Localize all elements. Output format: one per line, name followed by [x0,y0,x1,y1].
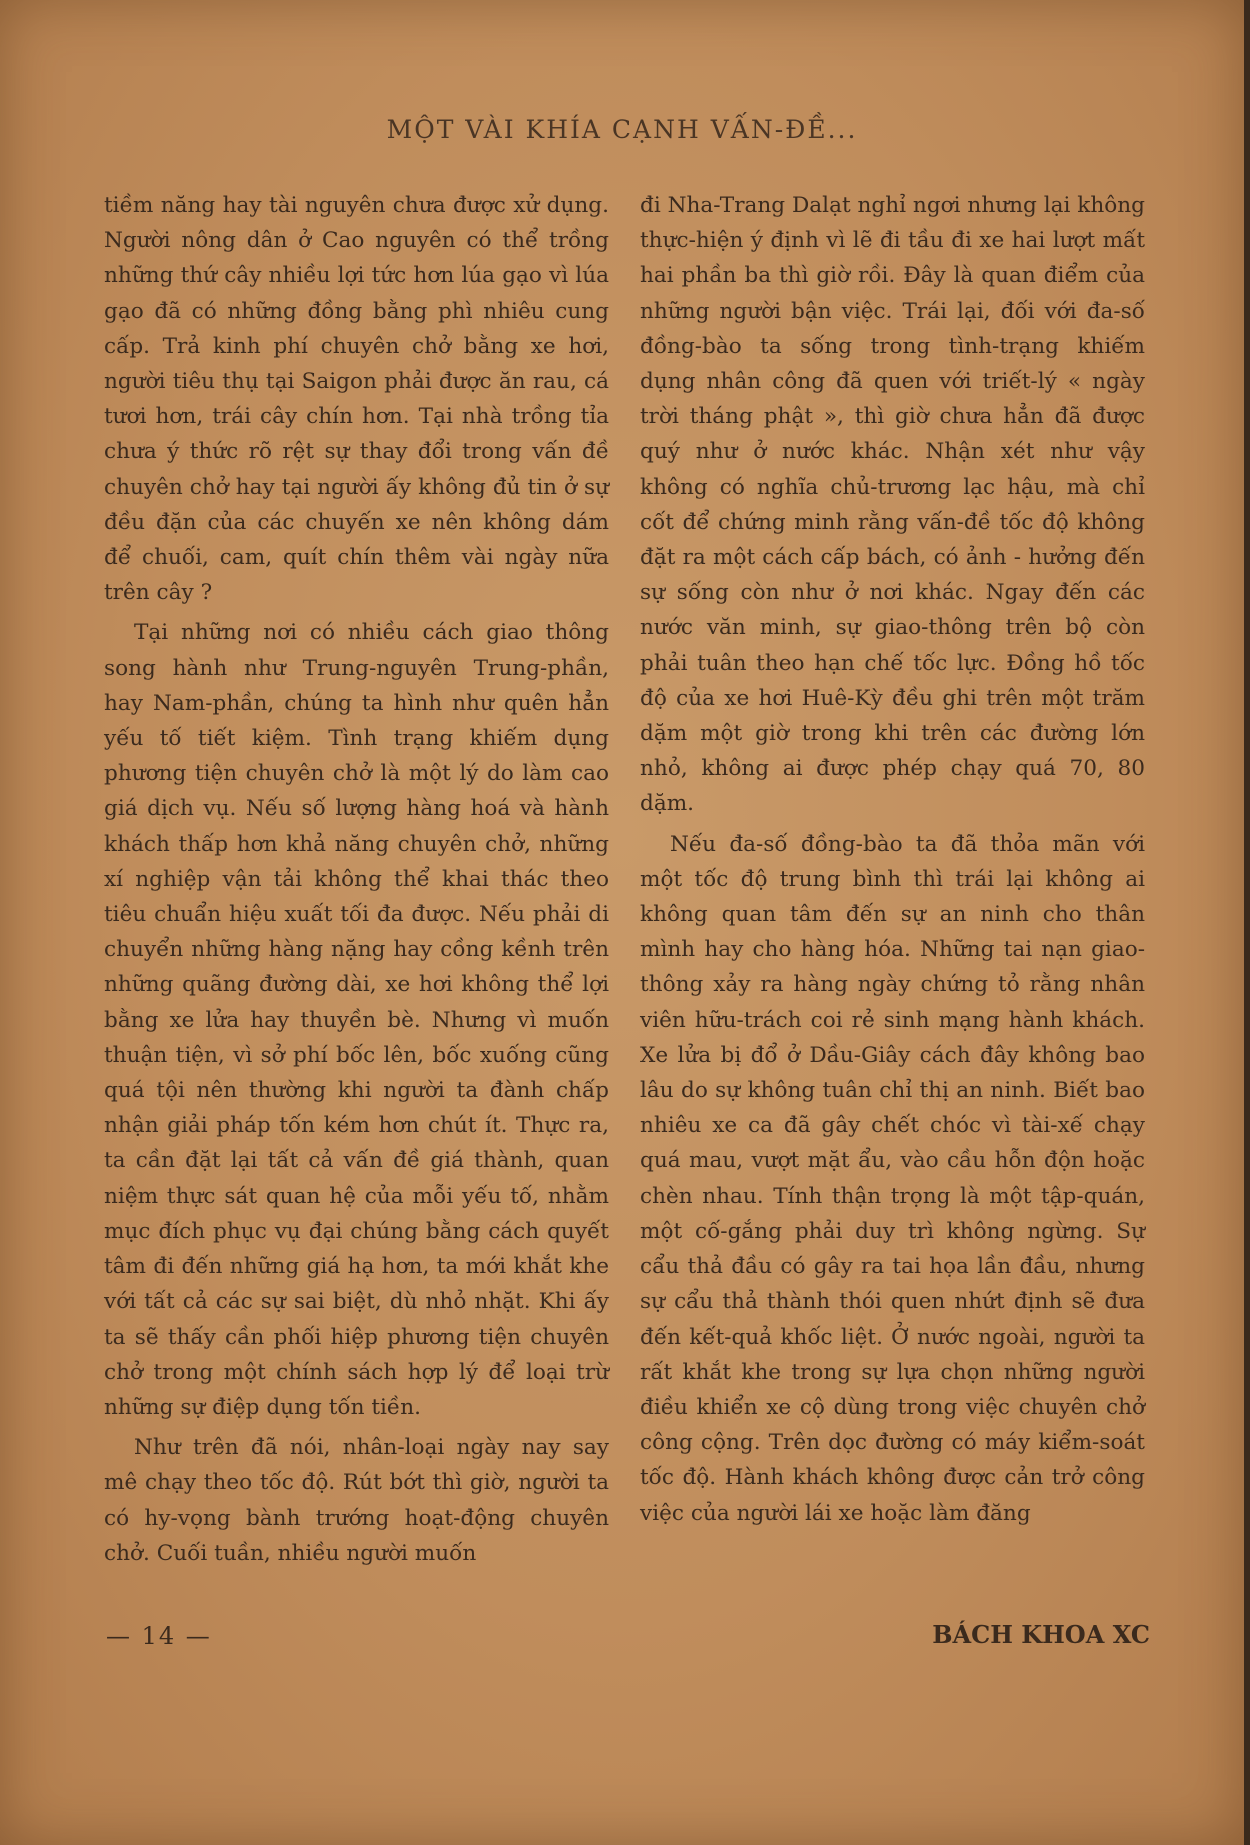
paragraph: Nếu đa-số đồng-bào ta đã thỏa mãn với một tốc độ trung bình thì trái lại không ai không quan tâm đến sự an ninh cho thân mình hay cho hàng hóa. Những tai nạn giao-thông xảy ra hàng ngày chứng tỏ rằng nhân viên hữu-trách coi rẻ sinh mạng hành khách. Xe lửa bị đổ ở Dầu-Giây cách đây không bao lâu do sự không tuân chỉ thị an ninh. Biết bao nhiêu xe ca đã gây chết chóc vì tài-xế chạy quá mau, vượt mặt ẩu, vào cầu hỗn độn hoặc chèn nhau. Tính thận trọng là một tập-quán, một cố-gắng phải duy trì không ngừng. Sự cẩu thả đầu có gây ra tai họa lần đầu, nhưng sự cẩu thả thành thói quen nhứt định sẽ đưa đến kết-quả khốc liệt. Ở nước ngoài, người ta rất khắt khe trong sự lựa chọn những người điều khiển xe cộ dùng trong việc chuyên chở công cộng. Trên dọc đường có máy kiểm-soát tốc độ. Hành khách không được cản trở công việc của người lái xe hoặc làm đăng [640,831,1145,1526]
paragraph: tiềm năng hay tài nguyên chưa được xử dụng. Người nông dân ở Cao nguyên có thể trồng những thứ cây nhiều lợi tức hơn lúa gạo vì lúa gạo đã có những đồng bằng phì nhiêu cung cấp. Trả kinh phí chuyên chở bằng xe hơi, người tiêu thụ tại Saigon phải được ăn rau, cá tươi hơn, trái cây chín hơn. Tại nhà trồng tỉa chưa ý thức rõ rệt sự thay đổi trong vấn đề chuyên chở hay tại người ấy không đủ tin ở sự đều đặn của các chuyến xe nên không dám để chuối, cam, quít chín thêm vài ngày nữa trên cây ? [104,193,609,606]
paragraph: Như trên đã nói, nhân-loại ngày nay say mê chạy theo tốc độ. Rút bớt thì giờ, người ta có hy-vọng bành trướng hoạt-động chuyên chở. Cuối tuần, nhiều người muốn [104,1435,609,1566]
left-column [104,188,609,1571]
paragraph: đi Nha-Trang Dalạt nghỉ ngơi nhưng lại không thực-hiện ý định vì lẽ đi tầu đi xe hai lượt mất hai phần ba thì giờ rồi. Đây là quan điểm của những người bận việc. Trái lại, đối với đa-số đồng-bào ta sống trong tình-trạng khiếm dụng nhân công đã quen với triết-lý « ngày trời tháng phật », thì giờ chưa hẳn đã được quý như ở nước khác. Nhận xét như vậy không có nghĩa chủ-trương lạc hậu, mà chỉ cốt để chứng minh rằng vấn-đề tốc độ không đặt ra một cách cấp bách, có ảnh - hưởng đến sự sống còn như ở nơi khác. Ngay đến các nước văn minh, sự giao-thông trên bộ còn phải tuân theo hạn chế tốc lực. Đồng hồ tốc độ của xe hơi Huê-Kỳ đều ghi trên một trăm dặm một giờ trong khi trên các đường lớn nhỏ, không ai được phép chạy quá 70, 80 dặm. [640,193,1145,817]
paragraph: Tại những nơi có nhiều cách giao thông song hành như Trung-nguyên Trung-phần, hay Nam-phần, chúng ta hình như quên hẳn yếu tố tiết kiệm. Tình trạng khiếm dụng phương tiện chuyên chở là một lý do làm cao giá dịch vụ. Nếu số lượng hàng hoá và hành khách thấp hơn khả năng chuyên chở, những xí nghiệp vận tải không thể khai thác theo tiêu chuẩn hiệu xuất tối đa được. Nếu phải di chuyển những hàng nặng hay cồng kềnh trên những quãng đường dài, xe hơi không thể lợi bằng xe lửa hay thuyền bè. Nhưng vì muốn thuận tiện, vì sở phí bốc lên, bốc xuống cũng quá tội nên thường khi người ta đành chấp nhận giải pháp tốn kém hơn chút ít. Thực ra, ta cần đặt lại tất cả vấn đề giá thành, quan niệm thực sát quan hệ của mỗi yếu tố, nhằm mục đích phục vụ đại chúng bằng cách quyết tâm đi đến những giá hạ hơn, ta mới khắt khe với tất cả các sự sai biệt, dù nhỏ nhặt. Khi ấy ta sẽ thấy cần phối hiệp phương tiện chuyên chở trong một chính sách hợp lý để loại trừ những sự điệp dụng tốn tiền. [104,620,609,1420]
page-number: — 14 — [106,1622,212,1650]
right-column [640,188,1145,1531]
running-title: MỘT VÀI KHÍA CẠNH VẤN-ĐỀ... [386,115,858,144]
journal-name: BÁCH KHOA XC [932,1620,1150,1649]
